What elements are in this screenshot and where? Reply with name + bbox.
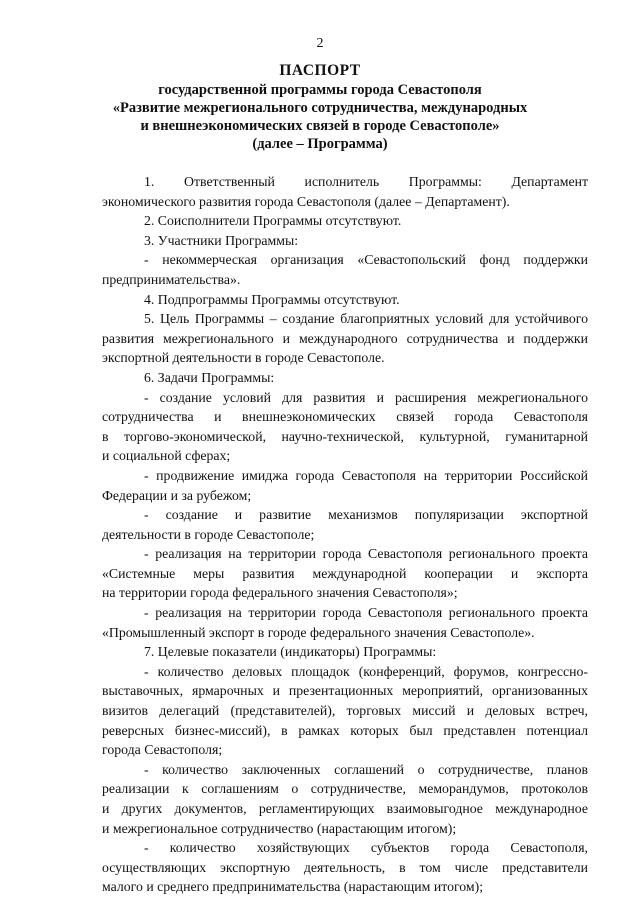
heading-line: (далее – Программа) <box>252 136 388 152</box>
body-line: экономического развития города Севастополя (далее – Департамент). <box>102 193 510 209</box>
body-line: - продвижение имиджа города Севастополя на территории Российской <box>144 467 588 483</box>
body-line: сотрудничества и внешнеэкономических связей города Севастополя <box>102 409 588 425</box>
body-line: - создание и развитие механизмов популяризации экспортной <box>144 507 588 523</box>
body-line: осуществляющих экспортную деятельность, в том числе представители <box>102 859 588 875</box>
heading-title: ПАСПОРТ <box>279 62 361 79</box>
body-line: реверсных бизнес-миссий), в рамках которых был представлен потенциал <box>102 722 588 738</box>
body-line: - количество заключенных соглашений о сотрудничестве, планов <box>144 761 588 777</box>
body-line: экспортной деятельности в городе Севастополе. <box>102 350 385 366</box>
body-line: города Севастополя; <box>102 742 223 758</box>
body-line: - количество хозяйствующих субъектов города Севастополя, <box>144 840 588 856</box>
body-line: в торгово-экономической, научно-технической, культурной, гуманитарной <box>102 428 588 444</box>
body-line: «Промышленный экспорт в городе федерального значения Севастополе». <box>102 624 535 640</box>
body-line: 7. Целевые показатели (индикаторы) Программы: <box>144 644 437 660</box>
body-line: визитов делегаций (представителей), торговых миссий и деловых встреч, <box>102 703 588 719</box>
body-line: 6. Задачи Программы: <box>144 369 275 385</box>
body-line: - количество деловых площадок (конференций, форумов, конгрессно- <box>144 663 588 679</box>
body-line: деятельности в городе Севастополе; <box>102 526 315 542</box>
document-heading <box>90 62 550 153</box>
body-line: 3. Участники Программы: <box>144 232 299 248</box>
body-line: малого и среднего предпринимательства (нарастающим итогом); <box>102 879 484 895</box>
body-line: - реализация на территории города Севастополя регионального проекта <box>144 546 588 562</box>
body-line: предпринимательства». <box>102 271 241 287</box>
document-body <box>102 172 588 897</box>
body-line: и межрегиональное сотрудничество (нарастающим итогом); <box>102 820 457 836</box>
body-line: развития межрегионального и международного сотрудничества и поддержки <box>102 330 588 346</box>
heading-line: и внешнеэкономических связей в городе Севастополе» <box>140 118 500 134</box>
body-line: реализации к соглашениям о сотрудничестве, меморандумов, протоколов <box>102 781 588 797</box>
body-line: 1. Ответственный исполнитель Программы: Департамент <box>144 174 588 189</box>
body-line: - некоммерческая организация «Севастопольский фонд поддержки <box>144 252 588 268</box>
body-line: и социальной сферах; <box>102 448 231 464</box>
body-line: и других документов, регламентирующих взаимовыгодное международное <box>102 801 588 816</box>
page-number: 2 <box>316 36 324 51</box>
body-line: - реализация на территории города Севастополя регионального проекта <box>144 605 588 621</box>
body-line: 2. Соисполнители Программы отсутствуют. <box>144 213 402 229</box>
body-line: Федерации и за рубежом; <box>102 487 252 503</box>
body-line: 5. Цель Программы – создание благоприятных условий для устойчивого <box>144 311 588 327</box>
heading-line: «Развитие межрегионального сотрудничества, международных <box>112 100 528 116</box>
body-line: «Системные меры развития международной кооперации и экспорта <box>102 565 588 581</box>
body-line: 4. Подпрограммы Программы отсутствуют. <box>144 291 400 307</box>
body-line: на территории города федерального значения Севастополя»; <box>102 585 458 601</box>
body-line: выставочных, ярмарочных и презентационных мероприятий, организованных <box>102 683 588 699</box>
heading-line: государственной программы города Севастополя <box>158 82 482 98</box>
body-line: - создание условий для развития и расширения межрегионального <box>144 389 588 405</box>
